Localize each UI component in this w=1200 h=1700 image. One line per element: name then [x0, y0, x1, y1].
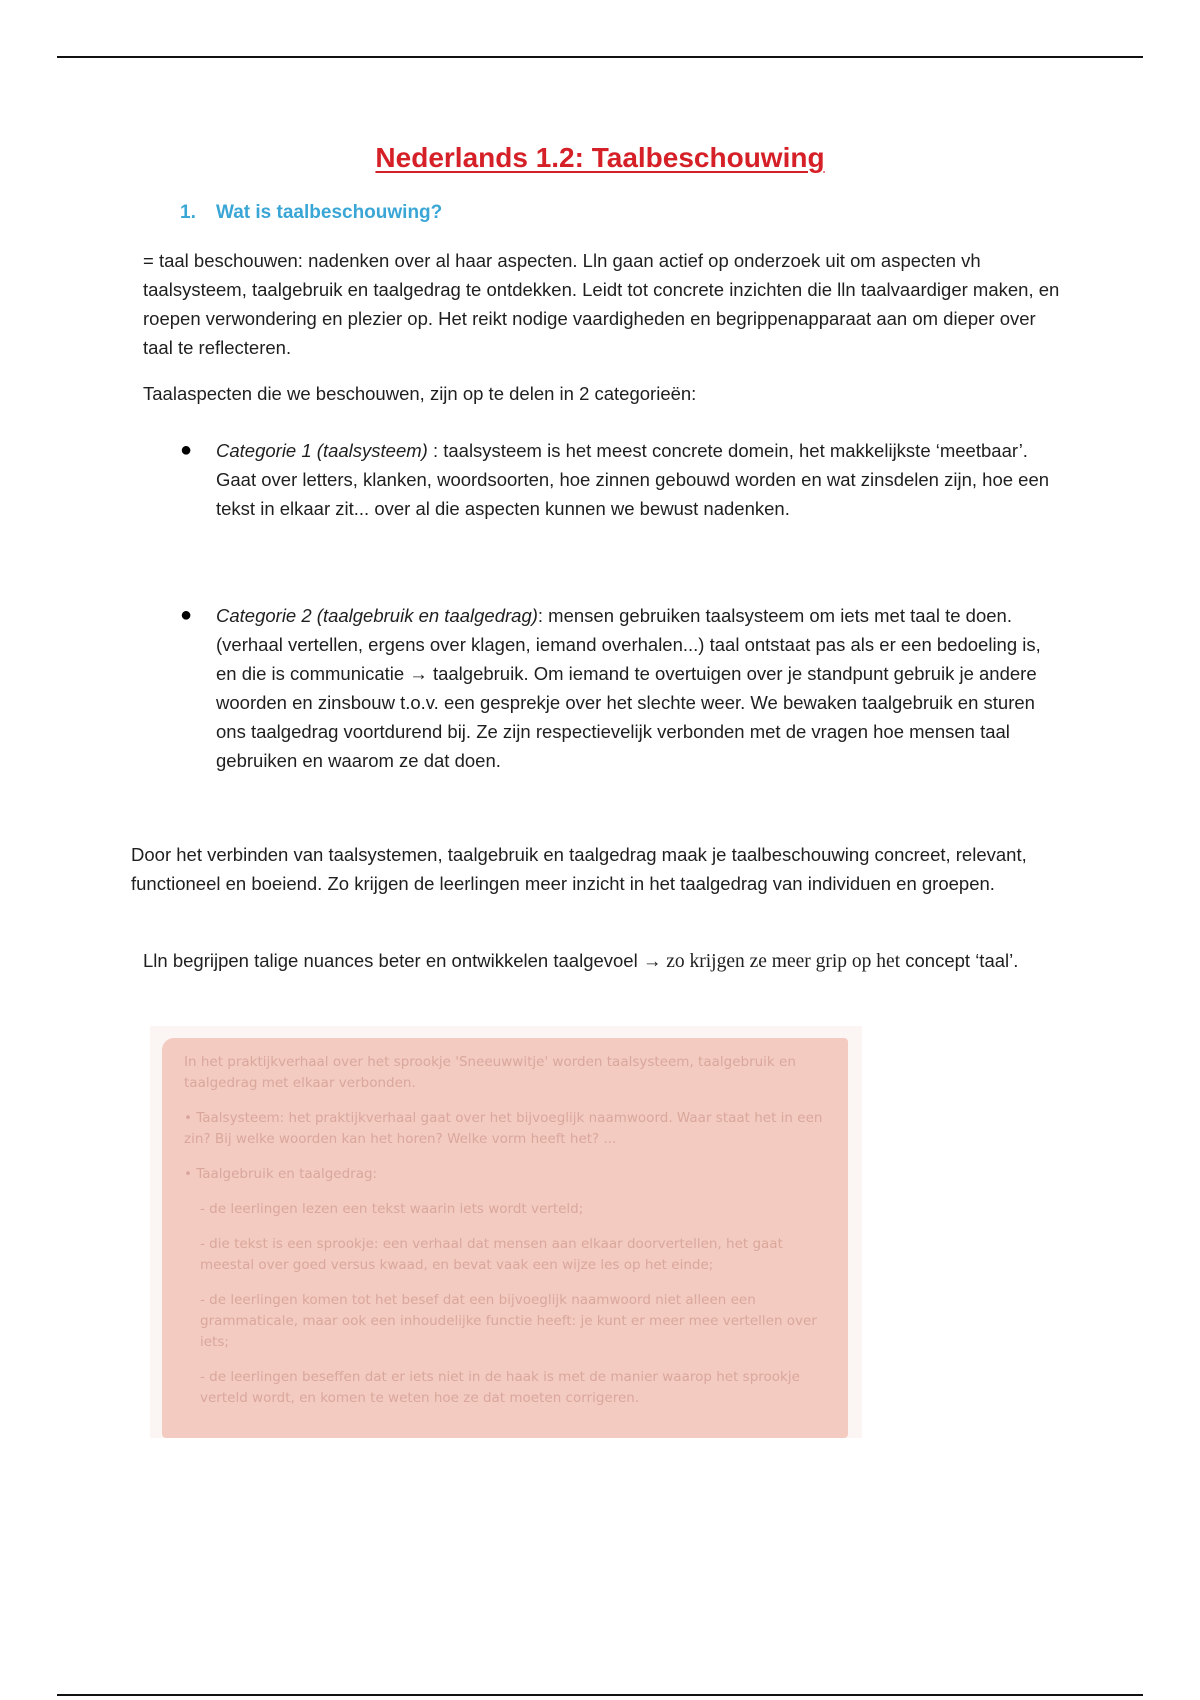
- bullet-term: Categorie 1 (taalsysteem): [216, 440, 428, 461]
- section-number: 1.: [180, 202, 196, 223]
- bullet-dot-icon: ●: [180, 439, 193, 461]
- lln-text-3: concept ‘taal’.: [900, 950, 1019, 971]
- excerpt-item-taalsysteem: • Taalsysteem: het praktijkverhaal gaat over het bijvoeglijk naamwoord. Waar staat het in een zin? Bij welke woorden kan het horen? Welke vorm heeft het? ...: [184, 1110, 823, 1147]
- section-heading: [180, 202, 442, 224]
- page-title: Nederlands 1.2: Taalbeschouwing: [375, 142, 825, 173]
- definition-paragraph: = taal beschouwen: nadenken over al haar aspecten. Lln gaan actief op onderzoek uit om aspecten vh taalsysteem, taalgebruik en taalgedrag te ontdekken. Leidt tot concrete inzichten die lln taalvaardiger maken, en roepen verwondering en plezier op. Het reikt nodige vaardigheden en begrippenapparaat aan om dieper over taal te reflecteren.: [143, 250, 1060, 358]
- arrow-right-icon: →: [642, 950, 662, 971]
- intro-paragraph: Taalaspecten die we beschouwen, zijn op te delen in 2 categorieën:: [143, 383, 697, 404]
- bullet-text: [216, 601, 1060, 775]
- excerpt-intro: In het praktijkverhaal over het sprookje 'Sneeuwwitje' worden taalsysteem, taalgebruik en taalgedrag met elkaar verbonden.: [184, 1054, 796, 1091]
- conclusion-paragraph: Door het verbinden van taalsystemen, taalgebruik en taalgedrag maak je taalbeschouwing concreet, relevant, functioneel en boeiend. Zo krijgen de leerlingen meer inzicht in het taalgedrag van individuen en groepen.: [131, 844, 1027, 894]
- bullet-text: [216, 436, 1060, 523]
- bullet-term: Categorie 2 (taalgebruik en taalgedrag): [216, 605, 538, 626]
- excerpt-subitem: - de leerlingen lezen een tekst waarin iets wordt verteld;: [200, 1201, 584, 1217]
- section-heading-text: Wat is taalbeschouwing?: [216, 202, 443, 223]
- bullet-body: : mensen gebruiken taalsysteem om iets met taal te doen. (verhaal vertellen, ergens over klagen, iemand overhalen...) taal ontstaat pas als er een bedoeling is, en die is communicatie → taalgebruik. Om iemand te overtuigen over je standpunt gebruik je andere woorden en zinsbouw t.o.v. een gesprekje over het slechte weer. We bewaken taalgebruik en sturen ons taalgedrag voortdurend bij. Ze zijn respectievelijk verbonden met de vragen hoe mensen taal gebruiken en waarom ze dat doen.: [216, 605, 1041, 771]
- bullet-item-categorie-1: [180, 436, 1060, 523]
- excerpt-box: [162, 1038, 848, 1438]
- lln-paragraph: [143, 946, 1063, 976]
- bullet-item-categorie-2: [180, 601, 1060, 775]
- bullet-body: : taalsysteem is het meest concrete domein, het makkelijkste ‘meetbaar’. Gaat over letters, klanken, woordsoorten, hoe zinnen gebouwd worden en wat zinsdelen zijn, hoe een tekst in elkaar zit... over al die aspecten kunnen we bewust nadenken.: [216, 440, 1050, 519]
- bullet-dot-icon: ●: [180, 604, 193, 626]
- top-rule: [57, 56, 1143, 58]
- scanned-textbook-excerpt: [150, 1026, 862, 1438]
- lln-text-1: Lln begrijpen talige nuances beter en ontwikkelen taalgevoel: [143, 950, 643, 971]
- bottom-rule: [57, 1694, 1143, 1696]
- lln-text-2: zo krijgen ze meer grip op het: [661, 951, 901, 972]
- excerpt-subitem: - die tekst is een sprookje: een verhaal dat mensen aan elkaar doorvertellen, het gaat meestal over goed versus kwaad, en bevat vaak een wijze les op het einde;: [200, 1236, 783, 1273]
- excerpt-subitem: - de leerlingen beseffen dat er iets niet in de haak is met de manier waarop het sprookje verteld wordt, en komen te weten hoe ze dat moeten corrigeren.: [200, 1369, 800, 1406]
- excerpt-subitem: - de leerlingen komen tot het besef dat een bijvoeglijk naamwoord niet alleen een grammaticale, maar ook een inhoudelijke functie heeft: je kunt er meer mee vertellen over iets;: [200, 1292, 817, 1350]
- excerpt-item-taalgebruik: • Taalgebruik en taalgedrag:: [184, 1166, 378, 1182]
